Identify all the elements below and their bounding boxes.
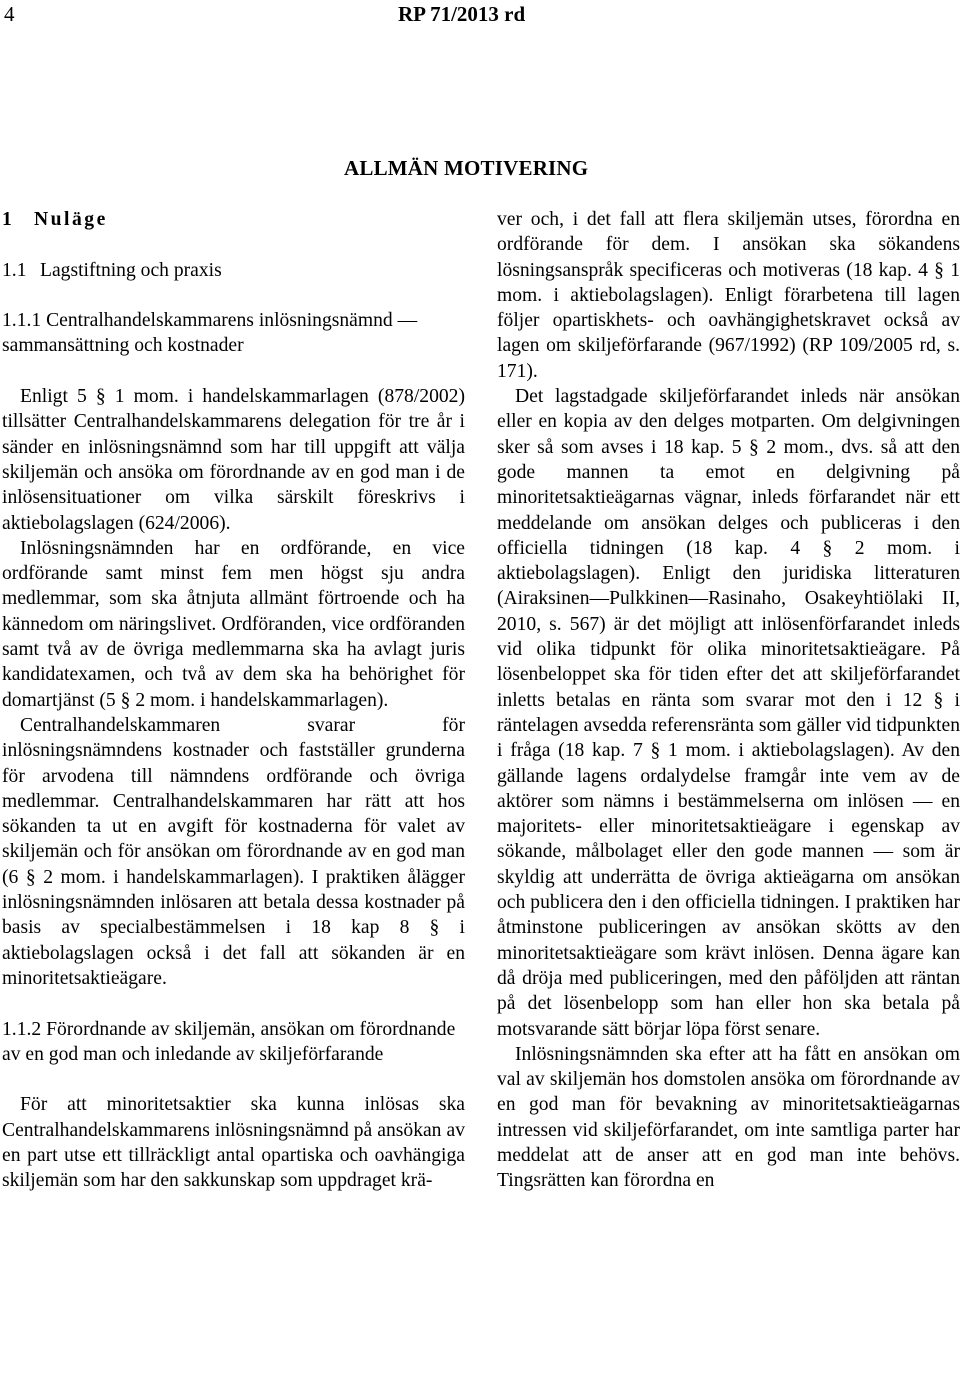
heading-number: 1 [2,209,12,230]
paragraph: Inlösningsnämnden ska efter att ha fått en ansökan om val av skiljemän hos domstolen ansöka om förordnande av en god man för bevakning av minoritetsaktieägarnas intressen vid skiljeförfarandet, om inte samtliga parter har meddelat att de anser att en god man inte behövs. Tingsrätten kan förordna en [497,1043,960,1192]
heading-text: Lagstiftning och praxis [40,259,222,281]
heading-text: Nuläge [34,209,108,230]
section-heading: ALLMÄN MOTIVERING [344,156,589,180]
heading-number: 1.1 [2,259,27,281]
paragraph: Det lagstadgade skiljeförfarandet inleds när ansökan eller en kopia av den delges motparten. Om delgivningen sker så som avses i 18 kap. 5 § 2 mom., dvs. så att den gode mannen ta emot en delgivning på minoritetsaktieägarnas vägnar, inleds förfarandet när ett meddelande om ansökan delges och publiceras i den officiella tidningen (18 kap. 4 § 2 mom. i aktiebolagslagen). Enligt den juridiska litteraturen (Airaksinen—Pulkkinen—Rasinaho, Osakeyhtiölaki II, 2010, s. 567) är det möjligt att inlösenförfarandet inleds vid olika tidpunkt för olika minoritetsaktieägare. På lösenbeloppet ska för tiden efter det att skiljeförfarandet inletts betalas en ränta som svarar mot den i 12 § i räntelagen avsedda referensränta som gäller vid tidpunkten i fråga (18 kap. 7 § 1 mom. i aktiebolagslagen). Av den gällande lagens ordalydelse framgår inte vem av de aktörer som nämns i bestämmelserna om inlösen — en majoritets- eller minoritetsaktieägare i egenskap av sökande, målbolaget eller den gode mannen — som är skyldig att underrätta de övriga aktieägarna om ansökan och publicera den i den officiella tidningen. I praktiken har åtminstone publiceringen av ansökan skötts av den minoritetsaktieägare som krävt inlösen. Denna ägare kan då dröja med publiceringen, med den påföljden att räntan på det lösenbelopp som han eller hon ska betala på motsvarande sätt börjar löpa först senare. [497,386,960,1040]
paragraph: För att minoritetsaktier ska kunna inlösas ska Centralhandelskammarens inlösningsnämnd på ansökan av en part utse ett tillräckligt antal opartiska och oavhängiga skiljemän som har den sakkunskap som uppdraget krä- [2,1094,465,1192]
heading-level-3: 1.1.2 Förordnande av skiljemän, ansökan om förordnande av en god man och inledande av skiljeförfarande [2,1018,456,1065]
page-header [0,0,960,40]
paragraph: Centralhandelskammaren svarar för inlösningsnämndens kostnader och fastställer grunderna för arvodena till nämndens ordförande och övriga medlemmar. Centralhandelskammaren har rätt att hos sökanden ta ut en avgift för kostnaderna för valet av skiljemän och för ansökan om förordnande av en god man (6 § 2 mom. i handelskammarlagen). I praktiken ålägger inlösningsnämnden inlösaren att betala dessa kostnader på basis av specialbestämmelsen i 18 kap 8 § i aktiebolagslagen också i det fall att sökanden är en minoritetsaktieägare. [2,714,465,989]
paragraph: Enligt 5 § 1 mom. i handelskammarlagen (878/2002) tillsätter Centralhandelskammarens delegation för tre år i sänder en inlösningsnämnd som har till uppgift att välja skiljemän och ansöka om förordnande av en god man i de inlösensituationer om vilka särskilt föreskrivs i aktiebolagslagen (624/2006). [2,386,465,534]
paragraph: ver och, i det fall att flera skiljemän utses, förordna en ordförande för dem. I ansökan ska sökandens lösningsanspråk specificeras och motiveras (18 kap. 4 § 1 mom. i aktiebolagslagen). Enligt förarbetena till lagen följer opartiskhets- och oavhängighetskravet också av lagen om skiljeförfarande (967/1992) (RP 109/2005 rd, s. 171). [497,209,960,382]
page-number: 4 [4,2,15,26]
paragraph: Inlösningsnämnden har en ordförande, en vice ordförande samt minst fem men högst sju andra medlemmar, som ska åtnjuta allmänt förtroende och ha kännedom om näringslivet. Ordföranden, vice ordföranden samt två av de övriga medlemmarna ska ha avlagt juris kandidatexamen, och två av dem ska ha behörighet för domartjänst (5 § 2 mom. i handelskammarlagen). [2,537,465,711]
heading-level-1 [2,207,465,232]
document-id: RP 71/2013 rd [398,2,526,26]
left-column [2,207,465,1194]
heading-level-3: 1.1.1 Centralhandelskammarens inlösningsnämnd — sammansättning och kostnader [2,310,418,357]
heading-level-2 [2,258,465,283]
right-column [497,207,960,1194]
